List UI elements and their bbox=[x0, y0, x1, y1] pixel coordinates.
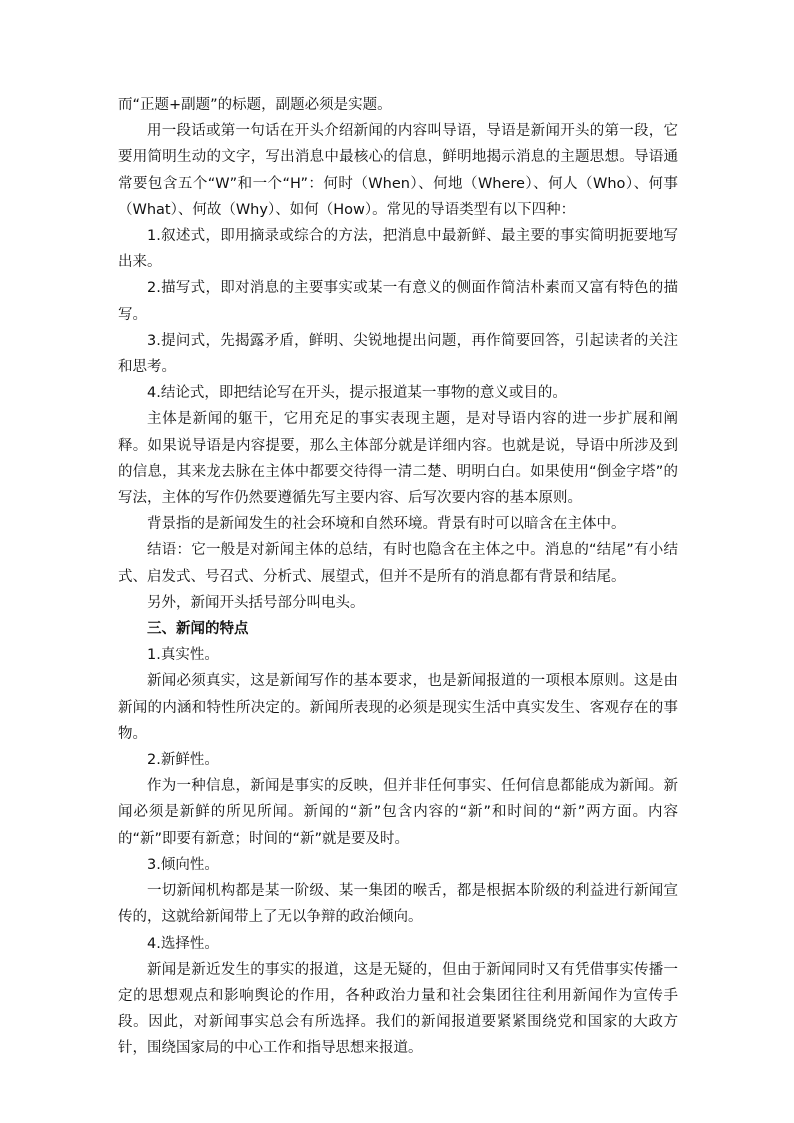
paragraph-body: 主体是新闻的躯干，它用充足的事实表现主题，是对导语内容的进一步扩展和阐释。如果说导语是内容提要，那么主体部分就是详细内容。也就是说，导语中所涉及到的信息，其来龙去脉在主体中都要交待得一清二楚、明明白白。如果使用“倒金字塔”的写法，主体的写作仍然要遵循先写主要内容、后写次要内容的基本原则。 bbox=[118, 411, 678, 507]
feature-heading-selectivity: 4.选择性。 bbox=[147, 935, 219, 952]
paragraph-lead-definition: 用一段话或第一句话在开头介绍新闻的内容叫导语，导语是新闻开头的第一段，它要用简明生动的文字，写出消息中最核心的信息，鲜明地揭示消息的主题思想。导语通常要包含五个“W”和一个“H”：何时（When）、何地（Where）、何人（Who）、何事（What）、何故（Why）、如何（How）。常见的导语类型有以下四种： bbox=[118, 123, 678, 218]
paragraph-freshness: 作为一种信息，新闻是事实的反映，但并非任何事实、任何信息都能成为新闻。新闻必须是新鲜的所见所闻。新闻的“新”包含内容的“新”和时间的“新”两方面。内容的“新”即要有新意；时间的“新”就是要及时。 bbox=[118, 778, 678, 847]
list-item-question: 3.提问式，先揭露矛盾，鲜明、尖锐地提出问题，再作简要回答，引起读者的关注和思考。 bbox=[118, 332, 678, 376]
paragraph-ending: 结语：它一般是对新闻主体的总结，有时也隐含在主体之中。消息的“结尾”有小结式、启发式、号召式、分析式、展望式，但并不是所有的消息都有背景和结尾。 bbox=[118, 542, 678, 585]
feature-heading-tendency: 3.倾向性。 bbox=[147, 856, 219, 873]
paragraph-dateline: 另外，新闻开头括号部分叫电头。 bbox=[147, 594, 365, 611]
feature-heading-freshness: 2.新鲜性。 bbox=[147, 752, 219, 769]
section-heading: 三、新闻的特点 bbox=[147, 621, 249, 638]
paragraph-background: 背景指的是新闻发生的社会环境和自然环境。背景有时可以暗含在主体中。 bbox=[147, 516, 626, 533]
document-page bbox=[118, 92, 678, 1062]
list-item-conclusion: 4.结论式，即把结论写在开头，提示报道某一事物的意义或目的。 bbox=[147, 385, 567, 402]
paragraph-title-note: 而“正题+副题”的标题，副题必须是实题。 bbox=[118, 97, 392, 113]
paragraph-tendency: 一切新闻机构都是某一阶级、某一集团的喉舌，都是根据本阶级的利益进行新闻宣传的，这就给新闻带上了无以争辩的政治倾向。 bbox=[118, 883, 678, 926]
paragraph-authenticity: 新闻必须真实，这是新闻写作的基本要求，也是新闻报道的一项根本原则。这是由新闻的内涵和特性所决定的。新闻所表现的必须是现实生活中真实发生、客观存在的事物。 bbox=[118, 673, 678, 742]
feature-heading-authenticity: 1.真实性。 bbox=[147, 647, 219, 664]
list-item-narrative: 1.叙述式，即用摘录或综合的方法，把消息中最新鲜、最主要的事实简明扼要地写出来。 bbox=[118, 228, 678, 271]
paragraph-selectivity: 新闻是新近发生的事实的报道，这是无疑的，但由于新闻同时又有凭借事实传播一定的思想观点和影响舆论的作用，各种政治力量和社会集团往往利用新闻作为宣传手段。因此，对新闻事实总会有所选择。我们的新闻报道要紧紧围绕党和国家的大政方针，围绕国家局的中心工作和指导思想来报道。 bbox=[118, 961, 678, 1057]
list-item-descriptive: 2.描写式，即对消息的主要事实或某一有意义的侧面作简洁朴素而又富有特色的描写。 bbox=[118, 280, 678, 323]
